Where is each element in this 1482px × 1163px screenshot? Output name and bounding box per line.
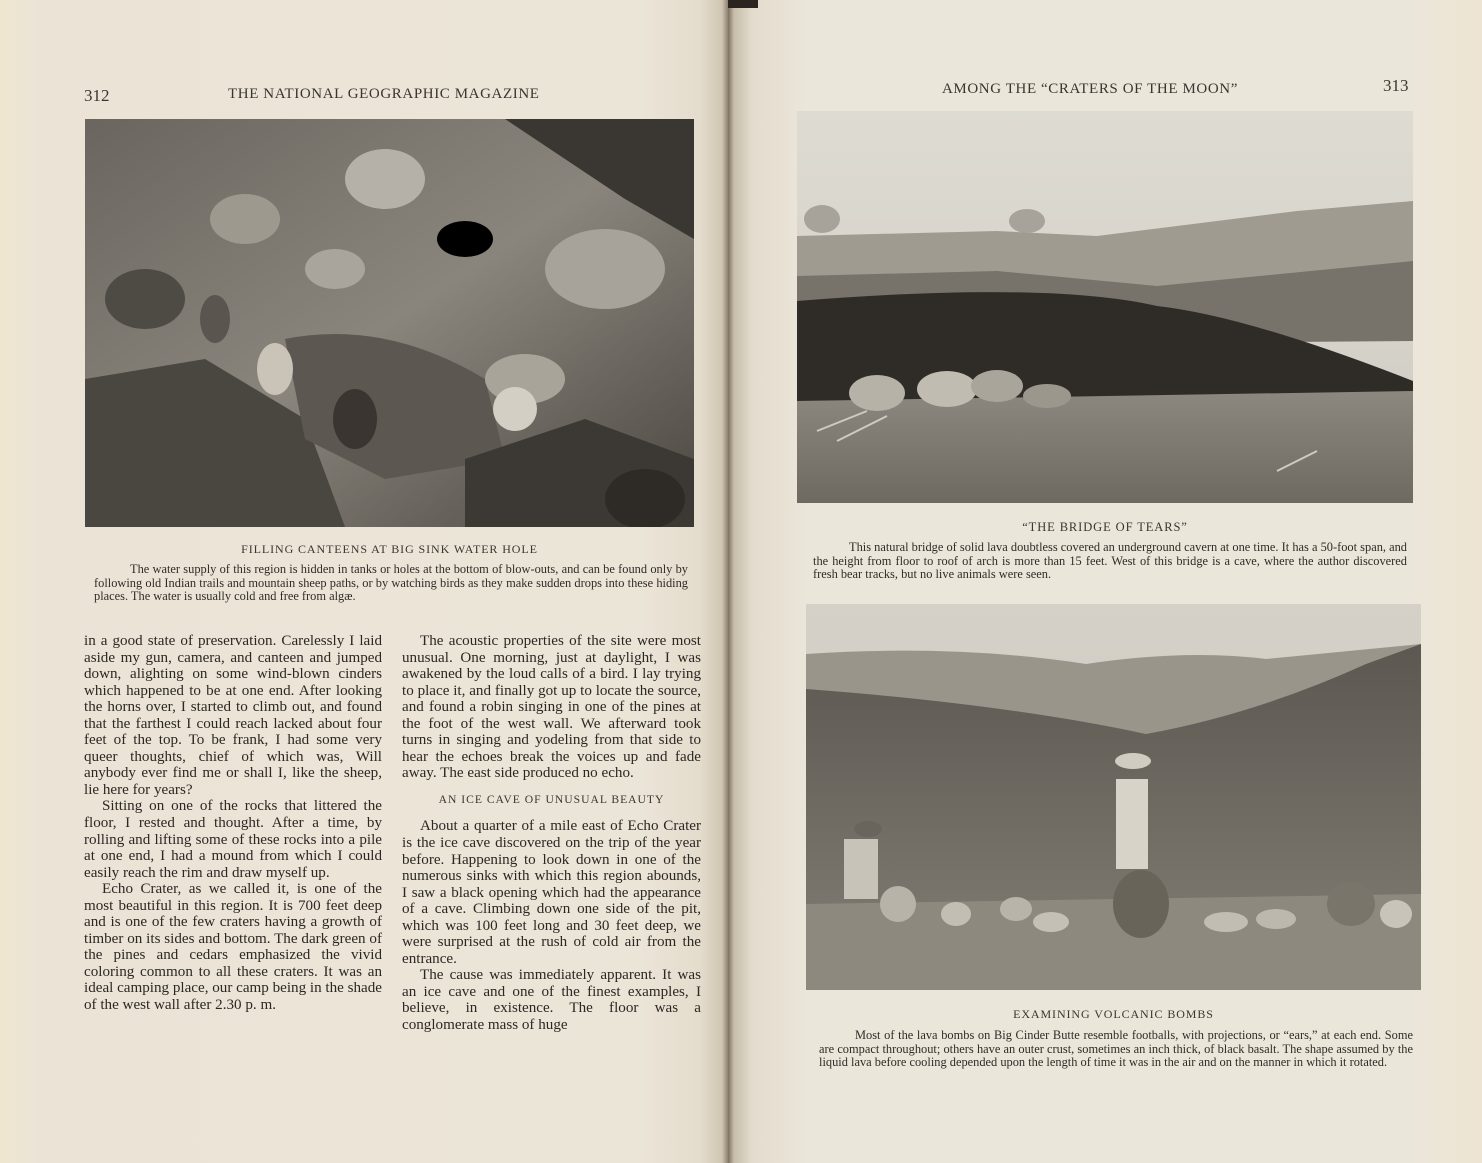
paragraph: in a good state of preservation. Carelessly I laid aside my gun, camera, and canteen and jumped down, alighting on some wind-blown cinders which happened to be at one end. After looking the horns over, I started to climb out, and found that the farthest I could reach lacked about four feet of the top. To be frank, I had some very queer thoughts, chief of which was, Will anybody ever find me or shall I, like the sheep, lie here for years? xyxy=(84,633,382,798)
paragraph: The acoustic properties of the site were most unusual. One morning, just at daylight, I was awakened by the loud calls of a bird. I lay trying to place it, and finally got up to locate the source, and found a robin singing in one of the pines at the foot of the west wall. We afterward took turns in singing and yodeling from that side to hear the echoes break the voices up and fade away. The east side produced no echo. xyxy=(402,633,701,782)
photo-title-volcanic-bombs: EXAMINING VOLCANIC BOMBS xyxy=(1013,1007,1214,1021)
left-text-column-1 xyxy=(84,633,382,1014)
running-head-left: THE NATIONAL GEOGRAPHIC MAGAZINE xyxy=(228,86,540,102)
photo-volcanic-bombs xyxy=(806,604,1421,990)
paragraph: Sitting on one of the rocks that littered the floor, I rested and thought. After a time, by rolling and lifting some of these rocks into a pile at one end, I had a mound from which I could easily reach the rim and draw myself up. xyxy=(84,798,382,881)
left-text-column-2 xyxy=(402,633,701,1034)
section-subhead: AN ICE CAVE OF UNUSUAL BEAUTY xyxy=(438,792,665,806)
photo-title-bridge-of-tears: “THE BRIDGE OF TEARS” xyxy=(1022,520,1188,534)
book-spine xyxy=(728,0,758,8)
photo-caption-filling-canteens: The water supply of this region is hidden in tanks or holes at the bottom of blow-outs, and can be found only by following old Indian trails and mountain sheep paths, or by watching birds as they make sudden drops into these hiding places. The water is usually cold and free from algæ. xyxy=(94,562,688,604)
photo-caption-volcanic-bombs: Most of the lava bombs on Big Cinder Butte resemble footballs, with projections, or “ears,” at each end. Some are compact throughout; others have an outer crust, sometimes an inch thick, of black basalt. The shape assumed by the liquid lava before cooling depended upon the length of time it was in the air and on the manner in which it rotated. xyxy=(819,1028,1413,1070)
photo-caption-bridge-of-tears: This natural bridge of solid lava doubtless covered an underground cavern at one time. It has a 50-foot span, and the height from floor to roof of arch is more than 15 feet. West of this bridge is a cave, where the author discovered fresh bear tracks, but no live animals were seen. xyxy=(813,540,1407,582)
page-number-right: 313 xyxy=(1383,76,1409,95)
paragraph: About a quarter of a mile east of Echo Crater is the ice cave discovered on the trip of the year before. Happening to look down in one of the numerous sinks with which this region abounds, I saw a black opening which had the appearance of a cave. Climbing down one side of the pit, which was 100 feet long and 30 feet deep, we were surprised at the rush of cold air from the entrance. xyxy=(402,818,701,967)
photo-filling-canteens xyxy=(85,119,694,527)
photo-title-filling-canteens: FILLING CANTEENS AT BIG SINK WATER HOLE xyxy=(241,542,538,556)
running-head-right: AMONG THE “CRATERS OF THE MOON” xyxy=(942,81,1238,97)
photo-bridge-of-tears xyxy=(797,111,1413,503)
paragraph: The cause was immediately apparent. It was an ice cave and one of the finest examples, I believe, in existence. The floor was a conglomerate mass of huge xyxy=(402,967,701,1034)
page-number-left: 312 xyxy=(84,86,110,105)
paragraph: Echo Crater, as we called it, is one of the most beautiful in this region. It is 700 feet deep and is one of the few craters having a growth of timber on its sides and bottom. The dark green of the pines and cedars emphasized the vivid coloring common to all these craters. It was an ideal camping place, our camp being in the shade of the west wall after 2.30 p. m. xyxy=(84,881,382,1014)
